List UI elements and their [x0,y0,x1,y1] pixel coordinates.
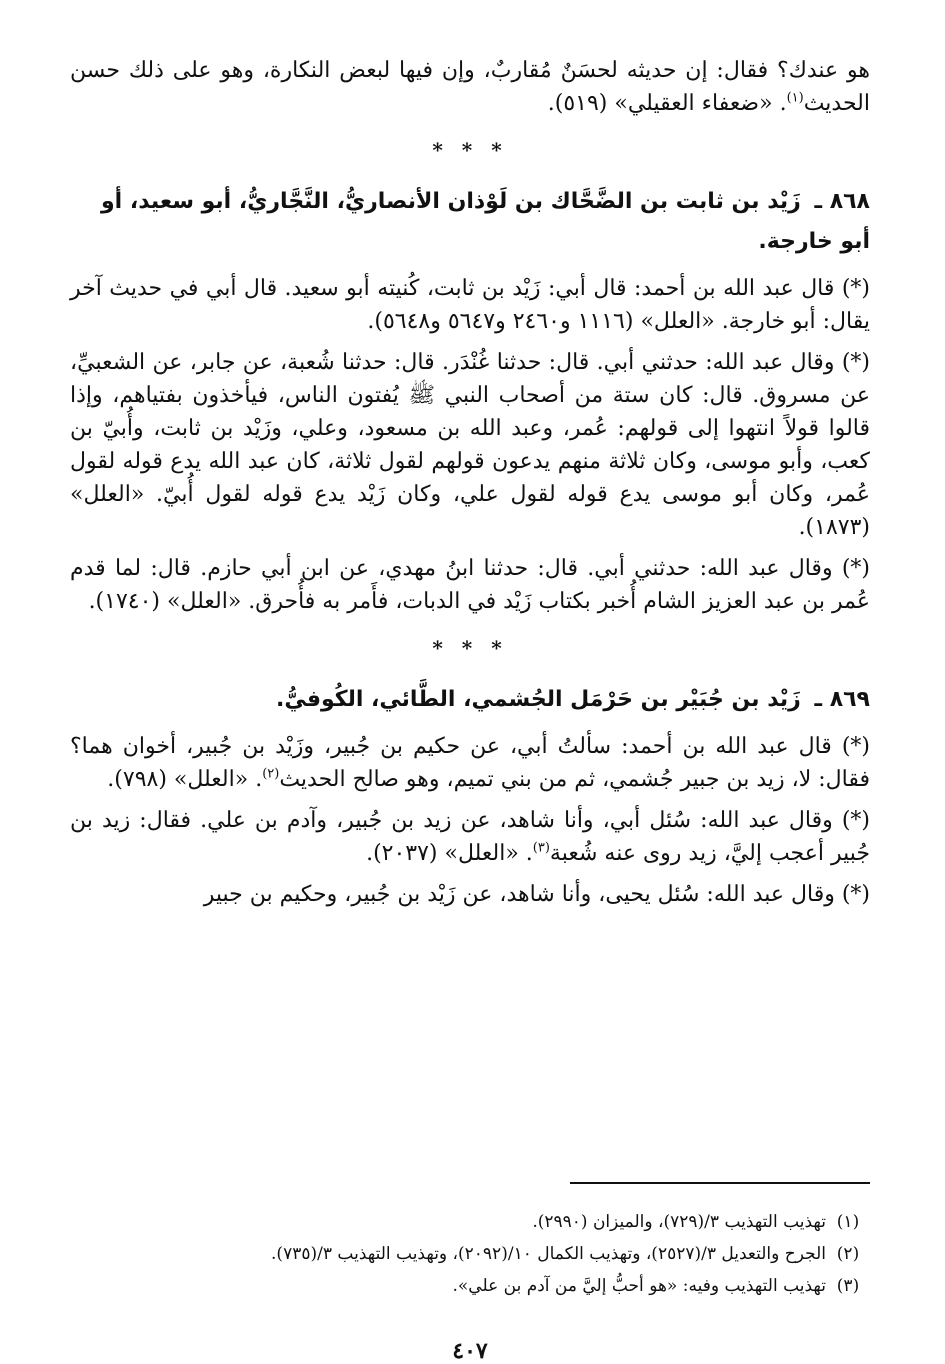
paragraph-text: . «ضعفاء العقيلي» (٥١٩). [547,91,787,116]
footnote-number: (٢) [836,1244,860,1264]
paragraph: (*) وقال عبد الله: سُئل يحيى، وأنا شاهد، عن زَيْد بن جُبير، وحكيم بن جبير [203,882,870,907]
footnote-item [70,1270,870,1302]
entry-number: ٨٦٨ ـ [814,189,870,214]
paragraph: (*) قال عبد الله بن أحمد: قال أبي: زَيْد بن ثابت، كُنيته أبو سعيد. قال أبي في حديث آخر يقال: أبو خارجة. «العلل» (١١١٦ و٢٤٦٠ و٥٦٤٧ و٥٦٤٨). [70,276,870,334]
entry-heading-869 [70,680,870,720]
book-page [70,48,870,1364]
footnote-number: (٣) [836,1276,860,1296]
entry-number: ٨٦٩ ـ [814,687,870,712]
footnote-item [70,1238,870,1270]
footnote-text: تهذيب التهذيب وفيه: «هو أحبُّ إليَّ من آدم بن علي». [452,1276,826,1296]
paragraph-text: (*) وقال عبد الله: سُئل أبي، وأنا شاهد، عن زيد بن جُبير، وآدم بن علي. فقال: زيد بن جُبير أعجب إليَّ، زيد روى عنه شُعبة [70,808,870,866]
paragraph [70,804,870,870]
entry-heading-868 [70,182,870,262]
footnote-divider [570,1182,870,1184]
paragraph: (*) وقال عبد الله: حدثني أبي. قال: حدثنا ابنُ مهدي، عن ابن أبي حازم. قال: لما قدم عُمر بن عبد العزيز الشام أُخبر بكتاب زَيْد في الدبات، فأَمر به فأُحرق. «العلل» (١٧٤٠). [70,556,870,614]
footnotes [70,1206,870,1302]
footnote-ref[interactable]: (٣) [532,840,550,856]
paragraph [70,730,870,796]
footnote-text: الجرح والتعديل ٣/(٢٥٢٧)، وتهذيب الكمال ١٠/(٢٠٩٢)، وتهذيب التهذيب ٣/(٧٣٥). [271,1244,826,1264]
footnote-text: تهذيب التهذيب ٣/(٧٢٩)، والميزان (٢٩٩٠). [532,1212,826,1232]
entry-title-text: زَيْد بن جُبَيْر بن حَرْمَل الجُشمي، الطَّائي، الكُوفيُّ. [275,687,801,712]
paragraph-text: . «العلل» (٧٩٨). [107,767,263,792]
section-divider: * * * [432,138,508,162]
page-number: ٤٠٧ [452,1338,488,1364]
paragraph-continuation [70,54,870,120]
paragraph-text: . «العلل» (٢٠٣٧). [366,841,533,866]
paragraph: (*) وقال عبد الله: حدثني أبي. قال: حدثنا غُنْدَر. قال: حدثنا شُعبة، عن جابر، عن الشعبيِّ، عن مسروق. قال: كان ستة من أصحاب النبي ﷺ يُفتون الناس، فيأخذون بفتياهم، وإذا قالوا قولاً انتهوا إلى قولهم: عُمر، وعبد الله بن مسعود، وعلي، وزَيْد بن ثابت، وأُبيّ بن كعب، وأبو موسى، وكان ثلاثة منهم يدعون قولهم لقول ثلاثة، كان عبد الله يدع قوله لقول عُمر، وكان أبو موسى يدع قوله لقول علي، وكان زَيْد يدع قوله لقول أُبيّ. «العلل» (١٨٧٣). [70,350,870,540]
paragraph-text: هو عندك؟ فقال: إن حديثه لحسَنٌ مُقاربٌ، وإن فيها لبعض النكارة، وهو على ذلك حسن الحديث [70,58,870,116]
entry-title-text: زَيْد بن ثابت بن الضَّحَّاك بن لَوْذان الأنصاريُّ، النَّجَّاريُّ، أبو سعيد، أو أبو خارجة. [100,189,870,254]
footnote-item [70,1206,870,1238]
footnote-number: (١) [836,1212,860,1232]
paragraph-text: (*) قال عبد الله بن أحمد: سألتُ أبي، عن حكيم بن جُبير، وزَيْد بن جُبير، أخوان هما؟ فقال: لا، زيد بن جبير جُشمي، ثم من بني تميم، وهو صالح الحديث [70,734,870,792]
footnote-ref[interactable]: (١) [786,90,804,106]
footnote-ref[interactable]: (٢) [262,766,280,782]
section-divider: * * * [432,636,508,660]
